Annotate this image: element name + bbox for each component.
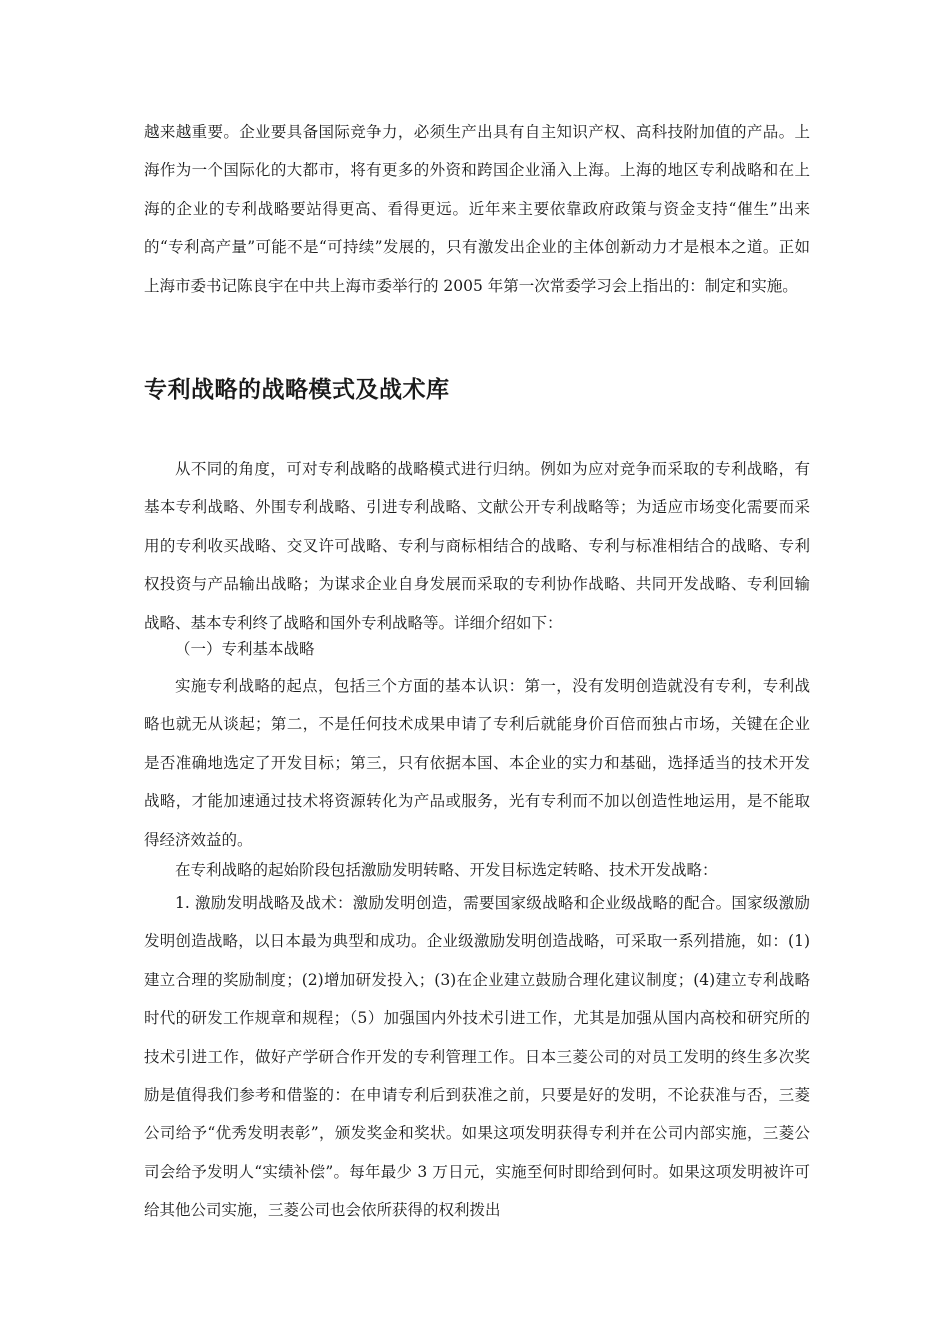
continued-paragraph: 越来越重要。企业要具备国际竞争力，必须生产出具有自主知识产权、高科技附加值的产品。上海作为一个国际化的大都市，将有更多的外资和跨国企业涌入上海。上海的地区专利战略和在上海的企业的专利战略要站得更高、看得更远。近年来主要依靠政府政策与资金支持“催生”出来的“专利高产量”可能不是“可持续”发展的，只有激发出企业的主体创新动力才是根本之道。正如上海市委书记陈良宇在中共上海市委举行的 2005 年第一次常委学习会上指出的：制定和实施。 [144,123,810,295]
subheading-basic-strategy: （一）专利基本战略 [175,640,315,658]
initial-stage-paragraph: 在专利战略的起始阶段包括激励发明转略、开发目标选定转略、技术开发战略： [175,861,718,879]
intro-paragraph: 从不同的角度，可对专利战略的战略模式进行归纳。例如为应对竞争而采取的专利战略，有基本专利战略、外围专利战略、引进专利战略、文献公开专利战略等；为适应市场变化需要而采用的专利收买战略、交叉许可战略、专利与商标相结合的战略、专利与标准相结合的战略、专利权投资与产品输出战略；为谋求企业自身发展而采取的专利协作战略、共同开发战略、专利回输战略、基本专利终了战略和国外专利战略等。详细介绍如下： [144,460,810,632]
incentive-strategy-paragraph: 1. 激励发明战略及战术：激励发明创造，需要国家级战略和企业级战略的配合。国家级激励发明创造战略，以日本最为典型和成功。企业级激励发明创造战略，可采取一系列措施，如：(1)建立合理的奖励制度；(2)增加研发投入；(3)在企业建立鼓励合理化建议制度；(4)建立专利战略时代的研发工作规章和规程；（5）加强国内外技术引进工作，尤其是加强从国内高校和研究所的技术引进工作，做好产学研合作开发的专利管理工作。日本三菱公司的对员工发明的终生多次奖励是值得我们参考和借鉴的：在申请专利后到获准之前，只要是好的发明，不论获准与否，三菱公司给予“优秀发明表彰”，颁发奖金和奖状。如果这项发明获得专利并在公司内部实施，三菱公司会给予发明人“实绩补偿”。每年最少 3 万日元，实施至何时即给到何时。如果这项发明被许可给其他公司实施，三菱公司也会依所获得的权利拨出 [144,894,810,1220]
section-heading: 专利战略的战略模式及战术库 [144,377,450,403]
basic-strategy-paragraph: 实施专利战略的起点，包括三个方面的基本认识：第一，没有发明创造就没有专利，专利战略也就无从谈起；第二，不是任何技术成果申请了专利后就能身价百倍而独占市场，关键在企业是否准确地选定了开发目标；第三，只有依据本国、本企业的实力和基础，选择适当的技术开发战略，才能加速通过技术将资源转化为产品或服务，光有专利而不加以创造性地运用，是不能取得经济效益的。 [144,677,810,849]
